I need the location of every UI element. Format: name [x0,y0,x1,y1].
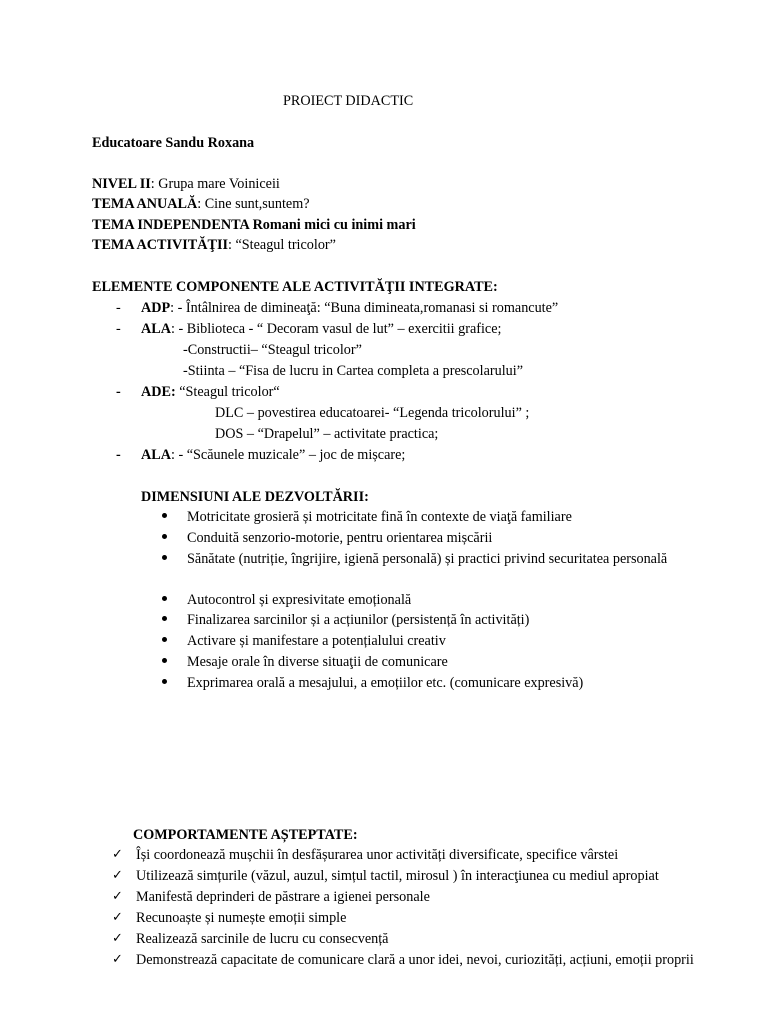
dash-marker: - [116,447,121,463]
checkmark-icon: ✓ [112,889,123,904]
tema-independenta-label: TEMA INDEPENDENTA [92,217,250,233]
tema-anuala-line [92,194,310,215]
dash-marker: - [116,321,121,337]
bullet-dot [162,637,167,642]
adp-label: ADP [141,300,171,316]
bullet-dot [162,555,167,560]
ala-text: : - Biblioteca - “ Decoram vasul de lut” – exercitii grafice; [170,321,502,337]
bullet-dot [162,513,167,518]
adp-text: : - Întâlnirea de dimineaţă: “Buna dimineata,romanasi si romancute” [170,300,559,316]
checkmark-icon: ✓ [112,931,123,946]
nivel-value: : Grupa mare Voiniceii [150,176,280,192]
behavior-item: Demonstrează capacitate de comunicare clară a unor idei, nevoi, curiozități, acțiuni, emoții proprii [136,952,694,968]
ade-text: “Steagul tricolor“ [175,384,280,400]
tema-independenta-value: Romani mici cu inimi mari [249,217,416,233]
dimensions-heading: DIMENSIUNI ALE DEZVOLTĂRII: [141,489,369,505]
nivel-label: NIVEL II [92,176,151,192]
ala-label: ALA [141,321,171,337]
educator-name: Educatoare Sandu Roxana [92,135,255,151]
ala-text-2: : - “Scăunele muzicale” – joc de mișcare; [170,447,406,463]
tema-independenta-line [92,215,416,236]
behavior-item: Utilizează simțurile (văzul, auzul, simțul tactil, mirosul ) în interacţiunea cu mediul apropiat [136,868,659,884]
dash-marker: - [116,300,121,316]
checkmark-icon: ✓ [112,868,123,883]
behavior-item: Realizează sarcinile de lucru cu consecvență [136,931,389,947]
ala-sub-constructii: -Constructii– “Steagul tricolor” [183,342,362,358]
dimension-item: Finalizarea sarcinilor și a acțiunilor (persistență în activități) [187,612,530,628]
tema-activitatii-line [92,235,336,256]
dimension-item: Activare și manifestare a potențialului creativ [187,633,446,649]
tema-anuala-value: : Cine sunt,suntem? [197,196,310,212]
ala-item [141,319,501,340]
tema-activitatii-label: TEMA ACTIVITĂŢII [92,237,228,253]
behavior-item: Își coordonează mușchii în desfășurarea unor activități diversificate, specifice vârstei [136,847,619,863]
ade-label: ADE: [141,384,176,400]
checkmark-icon: ✓ [112,910,123,925]
dimension-item: Sănătate (nutriție, îngrijire, igienă personală) și practici privind securitatea personală [187,551,668,567]
ade-item [141,382,280,403]
checkmark-icon: ✓ [112,952,123,967]
dimension-item: Exprimarea orală a mesajului, a emoțiilor etc. (comunicare expresivă) [187,675,584,691]
bullet-dot [162,658,167,663]
ala-sub-stiinta: -Stiinta – “Fisa de lucru in Cartea completa a prescolarului” [183,363,523,379]
tema-anuala-label: TEMA ANUALĂ [92,196,198,212]
dimension-item: Autocontrol și expresivitate emoțională [187,592,412,608]
bullet-dot [162,596,167,601]
nivel-line [92,174,280,195]
ade-sub-dlc: DLC – povestirea educatoarei- “Legenda tricolorului” ; [215,405,530,421]
ade-sub-dos: DOS – “Drapelul” – activitate practica; [215,426,439,442]
document-title: PROIECT DIDACTIC [283,93,414,109]
bullet-dot [162,616,167,621]
bullet-dot [162,534,167,539]
adp-item [141,298,558,319]
bullet-dot [162,679,167,684]
dimension-item: Motricitate grosieră și motricitate fină în contexte de viaţă familiare [187,509,572,525]
dimension-item: Conduită senzorio-motorie, pentru orientarea mișcării [187,530,493,546]
dimension-item: Mesaje orale în diverse situaţii de comunicare [187,654,448,670]
ala-item-2 [141,445,405,466]
behavior-item: Recunoaște și numește emoții simple [136,910,347,926]
behaviors-heading: COMPORTAMENTE AȘTEPTATE: [133,827,358,843]
ala-label-2: ALA [141,447,171,463]
tema-activitatii-value: : “Steagul tricolor” [228,237,336,253]
elements-heading: ELEMENTE COMPONENTE ALE ACTIVITĂŢII INTEGRATE: [92,279,498,295]
behavior-item: Manifestă deprinderi de păstrare a igienei personale [136,889,430,905]
dash-marker: - [116,384,121,400]
checkmark-icon: ✓ [112,847,123,862]
